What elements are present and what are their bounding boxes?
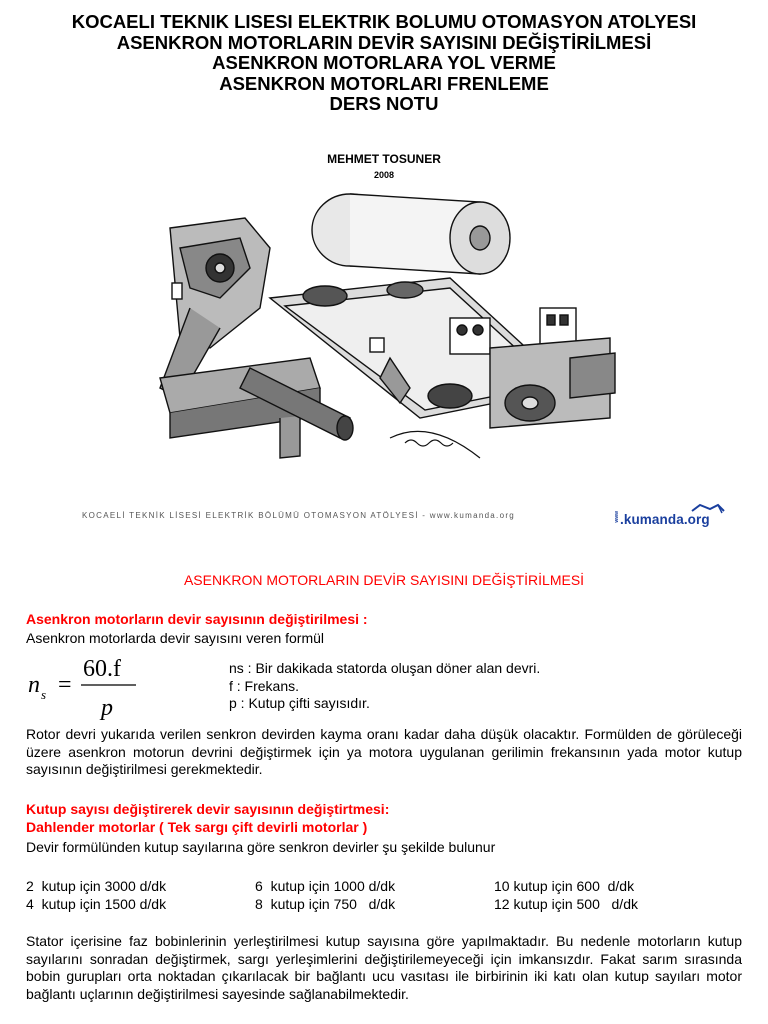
title-line-5: DERS NOTU xyxy=(329,93,439,114)
subheading-pole-change: Kutup sayısı değiştirerek devir sayısının değiştirtmesi: xyxy=(26,801,390,817)
paragraph-rotor-speed: Rotor devri yukarıda verilen senkron devirden kayma oranı kadar daha düşük olacaktır. Formülden de görüleceği üzere asenkron motorun devrini değiştirmek için ya motora uygulanan gerilimin frekansının yada motor kutup sayısının değiştirilmesi gerekmektedir. xyxy=(26,726,742,777)
title-line-3: ASENKRON MOTORLARA YOL VERME xyxy=(212,52,556,73)
pole-speed-table xyxy=(26,877,742,913)
kumanda-logo[interactable]: .kumanda.org xyxy=(620,512,710,527)
section-heading: ASENKRON MOTORLARIN DEVİR SAYISINI DEĞİŞTİRİLMESİ xyxy=(183,572,585,588)
pole-cell: 10 kutup için 600 d/dk xyxy=(494,878,635,894)
legend-p: p : Kutup çifti sayısıdır. xyxy=(229,695,370,711)
formula-lhs-subscript: s xyxy=(41,687,47,702)
legend-ns: ns : Bir dakikada statorda oluşan döner alan devri. xyxy=(229,660,541,676)
title-line-1: KOCAELI TEKNIK LISESI ELEKTRIK BOLUMU OTOMASYON ATOLYESI xyxy=(71,11,697,32)
publication-year: 2008 xyxy=(373,170,395,180)
subheading-speed-change: Asenkron motorların devir sayısının değiştirilmesi : xyxy=(26,611,368,627)
pole-row xyxy=(26,895,742,913)
pole-cell: 6 kutup için 1000 d/dk xyxy=(255,878,396,894)
document-title xyxy=(0,12,768,115)
pole-row xyxy=(26,877,742,895)
pole-cell: 4 kutup için 1500 d/dk xyxy=(26,896,167,912)
formula-numerator: 60.f xyxy=(83,656,121,682)
figure-caption: KOCAELİ TEKNİK LİSESİ ELEKTRİK BÖLÜMÜ OTOMASYON ATÖLYESİ - www.kumanda.org xyxy=(82,511,516,520)
paragraph-stator-windings: Stator içerisine faz bobinlerinin yerleştirilmesi kutup sayısına göre yapılmaktadır. Bu nedenle motorların kutup sayılarını sonradan değiştirmek, sargı yerleşimlerini değiştirilemeyeceği için imkansızdır. Fakat sarım sırasında bobin gurupları orta noktadan çıkarılacak bir bağlantı ucu vasıtası ile birbirinin iki katı olan kutup sayıları motor bağlantı uçlarının değiştirilmesi sayesinde sağlanabilmektedir. xyxy=(26,933,742,1002)
machine-illustration xyxy=(150,188,620,493)
pole-cell: 2 kutup için 3000 d/dk xyxy=(26,878,167,894)
title-line-4: ASENKRON MOTORLARI FRENLEME xyxy=(219,72,549,94)
synchronous-speed-formula xyxy=(28,654,168,724)
legend-f: f : Frekans. xyxy=(229,677,300,694)
pole-cell: 12 kutup için 500 d/dk xyxy=(494,896,638,912)
formula-intro: Asenkron motorlarda devir sayısını veren formül xyxy=(26,630,325,646)
logo-prefix: www xyxy=(614,511,620,523)
formula-equals: = xyxy=(58,672,72,698)
formula-legend xyxy=(229,660,540,713)
pole-cell: 8 kutup için 750 d/dk xyxy=(255,896,396,912)
formula-lhs: n xyxy=(28,672,40,698)
subheading-dahlander: Dahlender motorlar ( Tek sargı çift devirli motorlar ) xyxy=(26,819,368,835)
author-name: MEHMET TOSUNER xyxy=(327,152,441,166)
title-line-2: ASENKRON MOTORLARIN DEVİR SAYISINI DEĞİŞTİRİLMESİ xyxy=(116,31,652,53)
formula-denominator: p xyxy=(101,695,113,721)
paragraph-pole-speeds-intro: Devir formülünden kutup sayılarına göre senkron devirler şu şekilde bulunur xyxy=(26,839,496,855)
